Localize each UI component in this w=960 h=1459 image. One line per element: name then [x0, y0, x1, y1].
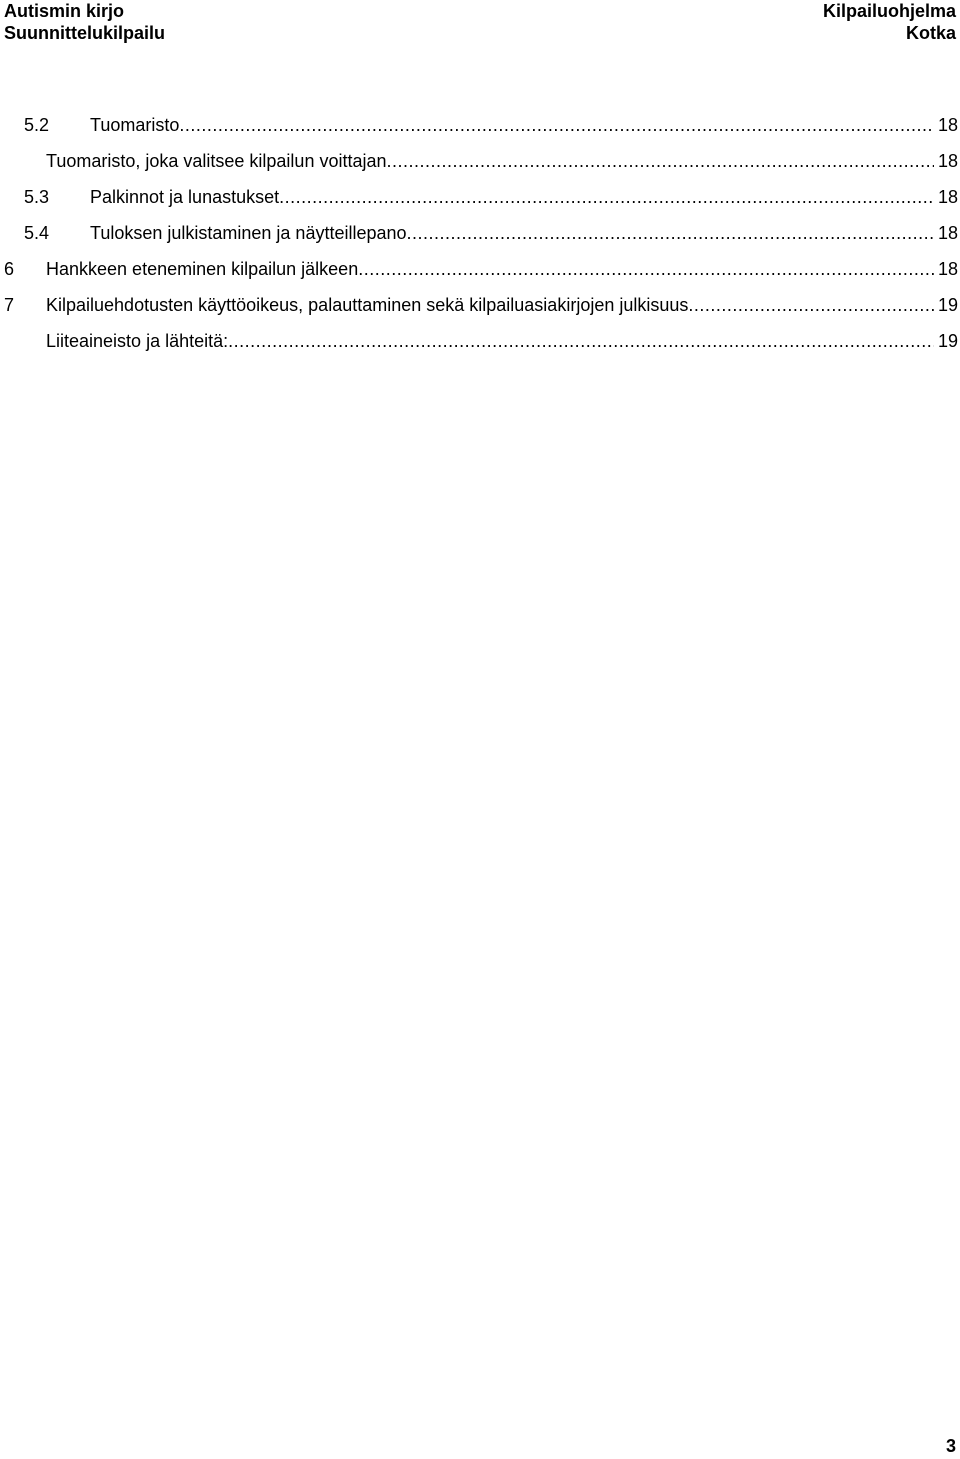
toc-entry-page: 19 — [937, 331, 958, 351]
toc-entry[interactable] — [0, 113, 958, 149]
toc-entry[interactable] — [0, 149, 958, 185]
header-left — [4, 0, 165, 44]
header-location: Kotka — [905, 23, 956, 43]
toc-entry-title: Hankkeen eteneminen kilpailun jälkeen — [46, 259, 359, 279]
toc-entry-number: 7 — [4, 295, 15, 315]
toc-entry-title: Tuomaristo — [90, 115, 180, 135]
toc-entry-page: 18 — [937, 223, 958, 243]
toc-entry[interactable] — [0, 329, 958, 365]
toc-dot-leader — [228, 329, 934, 353]
header-competition-type: Suunnittelukilpailu — [4, 23, 165, 43]
toc-entry[interactable] — [0, 257, 958, 293]
toc-dot-leader — [387, 149, 934, 173]
toc-entry-page: 18 — [937, 115, 958, 135]
toc-entry[interactable] — [0, 293, 958, 329]
toc-entry-page: 18 — [937, 259, 958, 279]
toc-entry-page: 19 — [937, 295, 958, 315]
header-right — [823, 0, 956, 44]
toc-dot-leader — [407, 221, 934, 245]
toc-entry-title: Tuomaristo, joka valitsee kilpailun voittajan — [46, 151, 387, 171]
page-number: 3 — [945, 1436, 956, 1456]
toc-entry-number: 6 — [4, 259, 15, 279]
toc-entry-number: 5.3 — [24, 187, 50, 207]
toc-entry-title: Palkinnot ja lunastukset — [90, 187, 280, 207]
toc-dot-leader — [279, 185, 934, 209]
toc-entry-title: Tuloksen julkistaminen ja näytteillepano — [90, 223, 407, 243]
table-of-contents — [0, 113, 958, 365]
toc-entry-number: 5.2 — [24, 115, 50, 135]
toc-entry-title: Liiteaineisto ja lähteitä: — [46, 331, 229, 351]
toc-entry-page: 18 — [937, 151, 958, 171]
toc-entry-number: 5.4 — [24, 223, 50, 243]
header-document-title: Kilpailuohjelma — [822, 1, 956, 21]
toc-entry[interactable] — [0, 221, 958, 257]
toc-dot-leader — [179, 113, 934, 137]
toc-dot-leader — [688, 293, 934, 317]
toc-dot-leader — [358, 257, 934, 281]
toc-entry-title: Kilpailuehdotusten käyttöoikeus, palauttaminen sekä kilpailuasiakirjojen julkisuus — [46, 295, 689, 315]
toc-entry-page: 18 — [937, 187, 958, 207]
header-project-title: Autismin kirjo — [4, 1, 125, 21]
toc-entry[interactable] — [0, 185, 958, 221]
